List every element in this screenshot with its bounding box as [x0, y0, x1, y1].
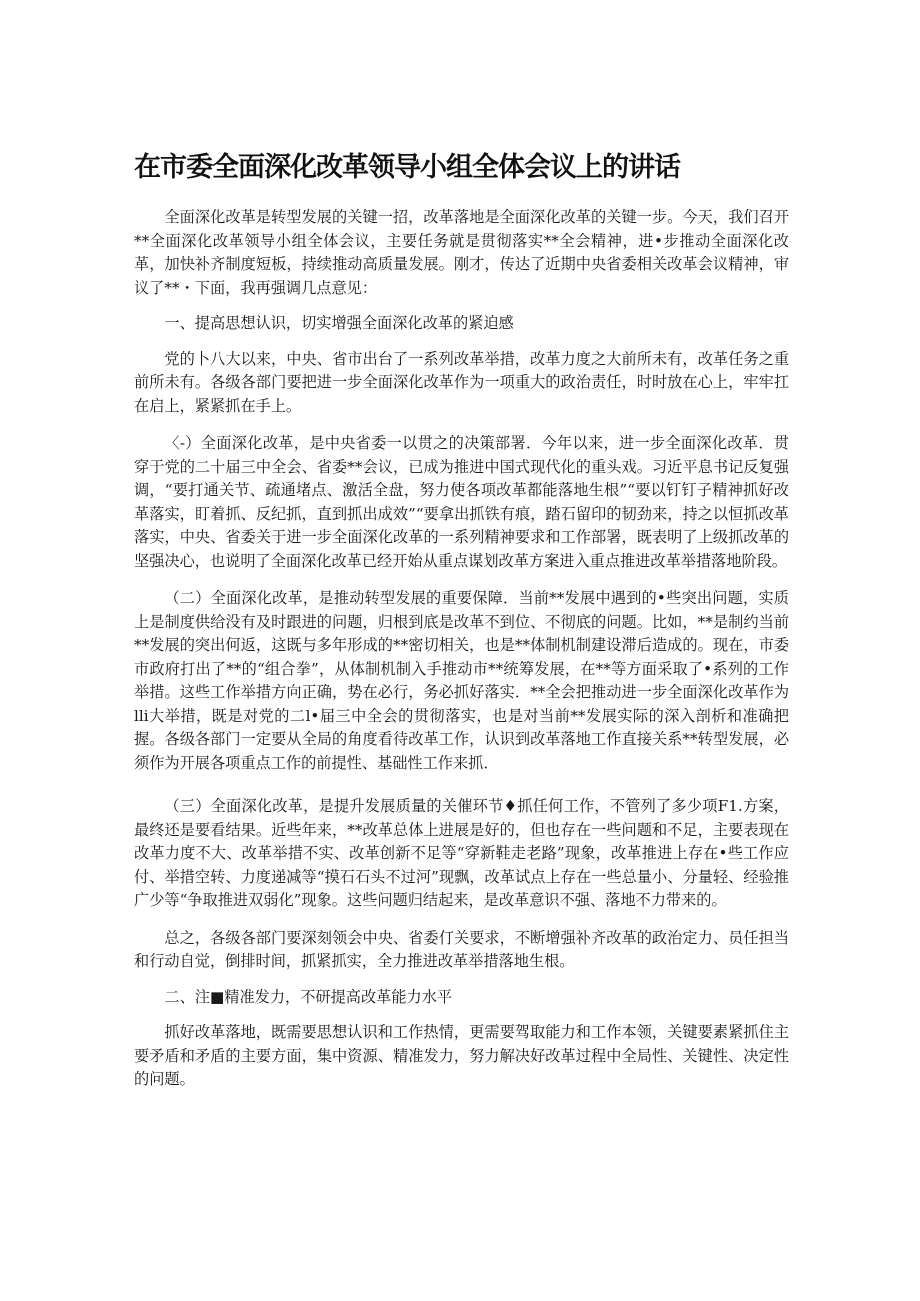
body-paragraph: 抓好改革落地，既需要思想认识和工作热情，更需要驾取能力和工作本领，关键要素紧抓住主要矛盾和矛盾的主要方面，集中资源、精准发力，努力解决好改革过程中全局性、关键性、决定性的问题。	[134, 1023, 789, 1088]
section-heading-1: 一、提高思想认识，切实增强全面深化改革的紧迫感	[164, 314, 514, 332]
summary-paragraph: 总之，各级各部门要深刻领会中央、省委仃关要求，不断增强补齐改革的政治定力、员任担当和行动自觉，倒排时间，抓紧抓实，全力推进改革举措落地生根。	[134, 928, 789, 970]
subsection-paragraph-1: 〈-）全面深化改革，是中央省委一以贯之的决策部署．今年以来，进一步全面深化改革．贯穿于党的二十届三中全会、省委**会议，已成为推进中国式现代化的重头戏。习近平息书记反复强调，“要打通关节、疏通堵点、激活全盘，努力使各项改革都能落地生根”“要以钉钉子精神抓好改革落实，盯着抓、反纪抓，直到抓出成效”“要拿出抓铁有痕，踏石留印的韧劲来，持之以恒抓改革落实，中央、省委关于进一步全面深化改革的一系列精神要求和工作部署，既表明了上级抓改革的坚强决心，也说明了全面深化改革已经开始从重点谋划改革方案进入重点推进改革举措落地阶段。	[134, 434, 789, 570]
body-paragraph: 党的卜八大以来，中央、省市出台了一系列改革举措，改革力度之大前所未有，改革任务之重前所未有。各级各部门要把进一步全面深化改革作为一项重大的政治责任，时时放在心上，牢牢扛在启上，紧紧抓在手上。	[134, 349, 789, 415]
document-page	[134, 148, 789, 1102]
subsection-paragraph-3: （三）全面深化改革，是提升发展质量的关催环节♦抓任何工作，不管列了多少项F1.方案，最终还是要看结果。近些年来，**改革总体上进展是好的，但也存在一些问题和不足，主要表现在改革力度不大、改革举措不实、改革创新不足等“穿新鞋走老路”现象，改革推进上存在•些工作应付、举措空转、力度递减等“摸石石头不过河”现飘，改革试点上存在一些总量小、分量轻、经验推广少等“争取推进双弱化”现象。这些问题归结起来，是改革意识不强、落地不力带来的。	[134, 797, 789, 909]
document-title: 在市委全面深化改革领导小组全体会议上的讲话	[134, 152, 680, 183]
intro-paragraph: 全面深化改革是转型发展的关键一招，改革落地是全面深化改革的关键一步。今天，我们召开**全面深化改革领导小组全体会议，主要任务就是贯彻落实**全会精神，进•步推动全面深化改革，加快补齐制度短板，持续推动高质量发展。刚才，传达了近期中央省委相关改革会议精神，审议了**・下面，我再强调几点意见：	[134, 208, 789, 297]
section-heading-2: 二、注■精准发力，不研提高改革能力水平	[164, 987, 453, 1006]
subsection-paragraph-2: （二）全面深化改革，是推动转型发展的重要保障．当前**发展中遇到的•些突出问题，实质上是制度供给没有及时跟进的问题，归根到底是改革不到位、不彻底的问题。比如，**是制约当前**发展的突出何返，这既与多年形成的**密切相关，也是**体制机制建设滞后造成的。现在，市委市政府打出了**的“组合拳”，从体制机制入手推动市**统筹发展，在**等方面采取了•系列的工作举措。这些工作举措方向正确，势在必行，务必抓好落实．**全会把推动进一步全面深化改革作为lli大举措，既是对党的二l•届三中全会的贯彻落实，也是对当前**发展实际的深入剖析和准确把握。各级各部门一定要从全局的角度看待改革工作，认识到改革落地工作直接关系**转型发展，必须作为开展各项重点工作的前提性、基础性工作来抓．	[134, 589, 789, 772]
